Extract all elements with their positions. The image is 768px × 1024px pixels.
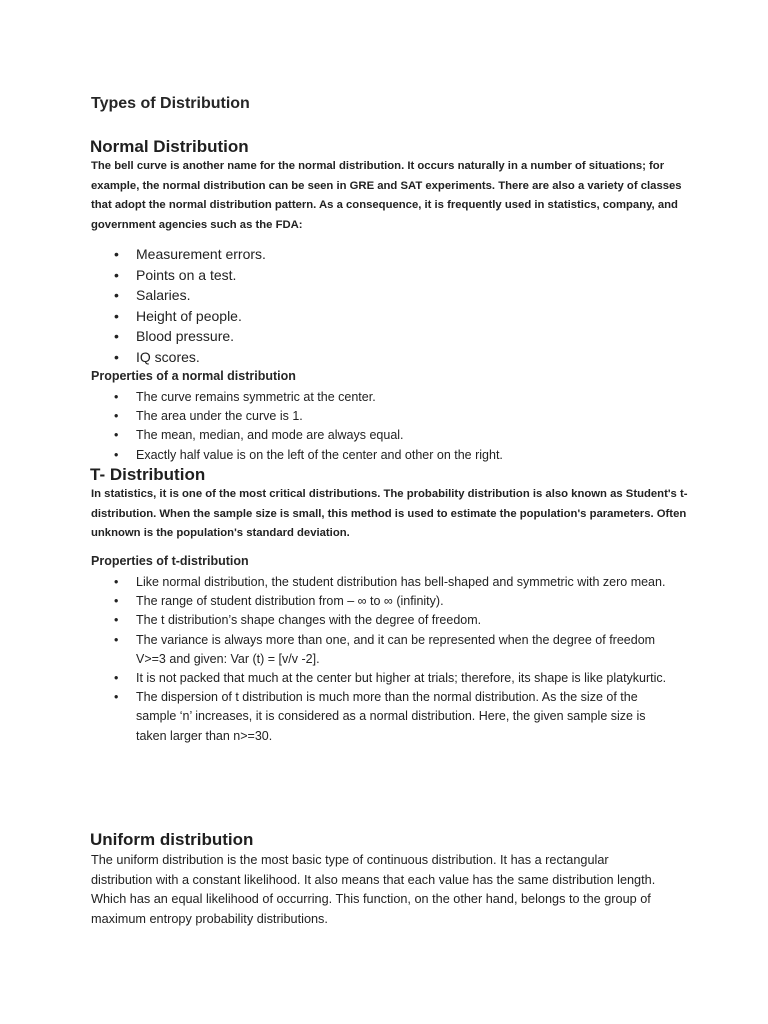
list-item: • The area under the curve is 1. xyxy=(136,407,676,426)
normal-examples-list xyxy=(136,244,636,367)
list-item: • The curve remains symmetric at the center. xyxy=(136,388,676,407)
normal-distribution-paragraph: The bell curve is another name for the normal distribution. It occurs naturally in a number of situations; for example, the normal distribution can be seen in GRE and SAT experiments. There are also a variety of classes that adopt the normal distribution pattern. As a consequence, it is frequently used in statistics, company, and government agencies such as the FDA: xyxy=(91,160,682,231)
list-item: • The t distribution’s shape changes with the degree of freedom. xyxy=(136,611,676,630)
normal-properties-list xyxy=(136,388,676,465)
page-title: Types of Distribution xyxy=(91,95,250,112)
t-properties-list xyxy=(136,573,676,746)
uniform-distribution-paragraph: The uniform distribution is the most basic type of continuous distribution. It has a rectangular distribution with a constant likelihood. It also means that each value has the same distribution length. Which has an equal likelihood of occurring. This function, on the other hand, belongs to the group of maximum entropy probability distributions. xyxy=(91,853,656,926)
normal-properties-heading: Properties of a normal distribution xyxy=(91,369,296,383)
list-item: • The dispersion of t distribution is much more than the normal distribution. As the size of the sample ‘n’ increases, it is considered as a normal distribution. Here, the given sample size is taken larger than n>=30. xyxy=(136,688,676,746)
list-item: • Like normal distribution, the student distribution has bell-shaped and symmetric with zero mean. xyxy=(136,573,676,592)
normal-distribution-heading: Normal Distribution xyxy=(90,137,249,156)
list-item: • IQ scores. xyxy=(136,347,636,368)
list-item: • Salaries. xyxy=(136,285,636,306)
list-item: • Points on a test. xyxy=(136,265,636,286)
t-distribution-paragraph: In statistics, it is one of the most critical distributions. The probability distribution is also known as Student's t- distribution. When the sample size is small, this method is used to estimate the population's parameters. Often unknown is the population's standard deviation. xyxy=(91,488,688,539)
list-item: • It is not packed that much at the center but higher at trials; therefore, its shape is like platykurtic. xyxy=(136,669,676,688)
list-item: • Measurement errors. xyxy=(136,244,636,265)
list-item: • Blood pressure. xyxy=(136,326,636,347)
list-item: • Height of people. xyxy=(136,306,636,327)
list-item: • The range of student distribution from – ∞ to ∞ (infinity). xyxy=(136,592,676,611)
list-item: • Exactly half value is on the left of the center and other on the right. xyxy=(136,446,676,465)
list-item: • The mean, median, and mode are always equal. xyxy=(136,426,676,445)
t-distribution-heading: T- Distribution xyxy=(90,465,206,484)
t-properties-heading: Properties of t-distribution xyxy=(91,554,249,568)
list-item: • The variance is always more than one, and it can be represented when the degree of freedom V>=3 and given: Var (t) = [v/v -2]. xyxy=(136,631,676,669)
uniform-distribution-heading: Uniform distribution xyxy=(90,830,254,849)
